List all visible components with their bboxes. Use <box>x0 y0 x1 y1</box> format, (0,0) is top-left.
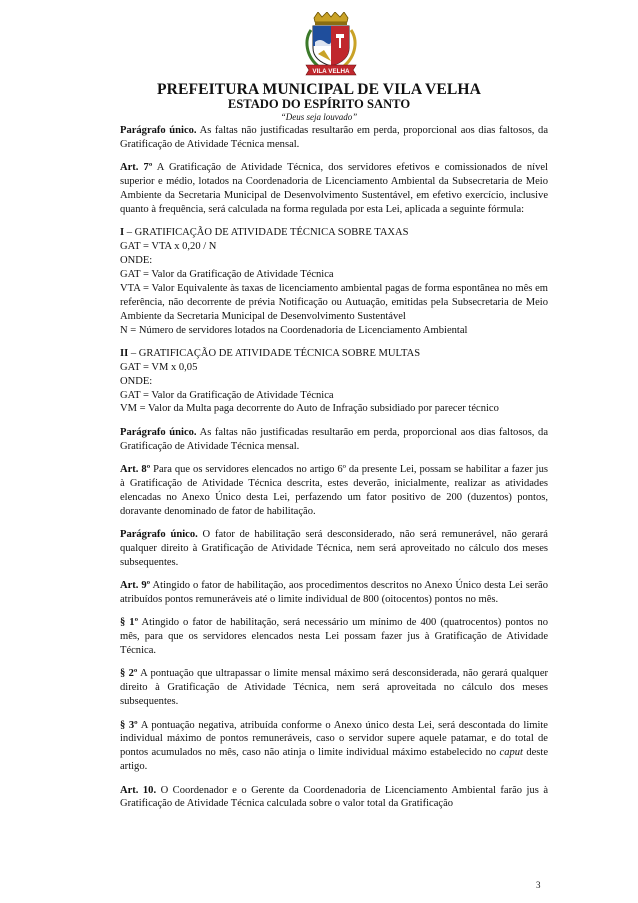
article-lead: Art. 9º <box>120 580 151 592</box>
formula: GAT = VTA x 0,20 / N <box>120 241 217 253</box>
paragraph-text: A pontuação negativa, atribuída conforme o Anexo único desta Lei, será descontada do limite individual máximo de pontos remuneráveis, caso o servidor supere aquele patamar, e do total de pontos acumulados no mês, caso não atinja o limite individual máximo estabelecido no <box>120 719 548 759</box>
document-body <box>120 124 548 811</box>
definition-gat: GAT = Valor da Gratificação de Atividade Técnica <box>120 268 334 280</box>
page-title: PREFEITURA MUNICIPAL DE VILA VELHA <box>157 81 481 98</box>
paragraph-2 <box>120 667 548 709</box>
crest-ribbon-text: VILA VELHA <box>312 68 350 75</box>
article-text: O Coordenador e o Gerente da Coordenadoria de Licenciamento Ambiental farão jus à Gratificação de Atividade Técnica calculada sobre o valor total da Gratificação <box>120 784 548 810</box>
article-9 <box>120 579 548 607</box>
paragraph-lead: § 2º <box>120 668 138 680</box>
paragraph-text: Atingido o fator de habilitação, será necessário um mínimo de 400 (quatrocentos) pontos no mês, para que os servidores elencados nesta Lei possam fazer jus à Gratificação de Atividade Técnica. <box>120 617 548 657</box>
paragraph-unico-1 <box>120 124 548 152</box>
paragraph-text: As faltas não justificadas resultarão em perda, proporcional aos dias faltosos, da Gratificação de Atividade Técnica mensal. <box>120 125 548 150</box>
section-heading-text: – GRATIFICAÇÃO DE ATIVIDADE TÉCNICA SOBRE MULTAS <box>128 347 421 359</box>
section-heading <box>120 347 548 361</box>
article-lead: Art. 10. <box>120 784 157 796</box>
section-taxas <box>120 226 548 337</box>
paragraph-3 <box>120 719 548 775</box>
caput-term: caput <box>499 747 523 759</box>
motto: “Deus seja louvado” <box>280 112 358 122</box>
section-heading-text: – GRATIFICAÇÃO DE ATIVIDADE TÉCNICA SOBRE TAXAS <box>124 227 409 239</box>
paragraph-text: A pontuação que ultrapassar o limite mensal máximo será desconsiderada, não gerará qualquer direito à Gratificação de Atividade Técnica, nem será aproveitada no cálculo dos meses subsequentes. <box>120 668 549 708</box>
article-text: Atingido o fator de habilitação, aos procedimentos descritos no Anexo Único desta Lei serão atribuídos pontos remuneráveis até o limite individual de 800 (oitocentos) pontos no mês. <box>120 580 548 606</box>
article-text: A Gratificação de Atividade Técnica, dos servidores efetivos e comissionados de nível superior e médio, lotados na Coordenadoria de Licenciamento Ambiental da Subsecretaria de Meio Ambiente da Secretaria Municipal de Desenvolvimento Sustentável, em efetivo exercício, inclusive quanto à frequência, será calculada na forma regulada por esta Lei, aplicada a seguinte fórmula: <box>120 162 548 215</box>
definition-n: N = Número de servidores lotados na Coordenadoria de Licenciamento Ambiental <box>120 324 468 336</box>
formula: GAT = VM x 0,05 <box>120 361 198 373</box>
article-text: Para que os servidores elencados no artigo 6º da presente Lei, possam se habilitar a fazer jus à Gratificação de Atividade Técnica descrita, estes deverão, inicialmente, realizar as atividades elencadas no Anexo Único desta Lei, perfazendo um fator positivo de 200 (duzentos) pontos, doravante denominado de fator de habilitação. <box>120 463 548 517</box>
paragraph-text-end: deste artigo. <box>120 747 549 773</box>
paragraph-lead: Parágrafo único. <box>120 125 197 136</box>
definition-vm: VM = Valor da Multa paga decorrente do Auto de Infração subsidiado por parecer técnico <box>120 403 499 415</box>
section-heading <box>120 226 548 240</box>
paragraph-lead: § 3º <box>120 719 138 731</box>
article-lead: Art. 7º <box>120 162 153 174</box>
section-number: II <box>120 347 129 359</box>
paragraph-text: O fator de habilitação será desconsiderado, não será remunerável, não gerará qualquer direito à Gratificação de Atividade Técnica, nem será aproveitado no cálculo dos meses subsequentes. <box>120 529 548 568</box>
article-10 <box>120 784 548 812</box>
section-number: I <box>120 227 125 239</box>
article-8 <box>120 463 548 519</box>
paragraph-1 <box>120 616 548 658</box>
definition-vta: VTA = Valor Equivalente às taxas de licenciamento ambiental pagas de forma espontânea no mês em referência, não decorrente de prévia Notificação ou Autuação, emitidas pela Subsecretaria de Meio Ambiente da Secretaria Municipal de Desenvolvimento Sustentável <box>120 282 548 322</box>
paragraph-unico-2 <box>120 426 548 454</box>
paragraph-lead: Parágrafo único. <box>120 426 197 438</box>
paragraph-text: As faltas não justificadas resultarão em perda, proporcional aos dias faltosos, da Gratificação de Atividade Técnica mensal. <box>120 426 548 452</box>
paragraph-lead: § 1º <box>120 617 139 629</box>
coat-of-arms-logo <box>300 12 362 76</box>
definition-gat: GAT = Valor da Gratificação de Atividade Técnica <box>120 389 334 401</box>
section-multas <box>120 347 548 417</box>
onde-label: ONDE: <box>120 255 153 267</box>
paragraph-lead: Parágrafo único. <box>120 529 198 540</box>
paragraph-unico-3 <box>120 528 548 570</box>
page-subtitle: ESTADO DO ESPÍRITO SANTO <box>227 97 411 111</box>
article-7 <box>120 161 548 217</box>
onde-label: ONDE: <box>120 375 153 387</box>
page-number: 3 <box>536 880 541 890</box>
article-lead: Art. 8º <box>120 463 151 475</box>
